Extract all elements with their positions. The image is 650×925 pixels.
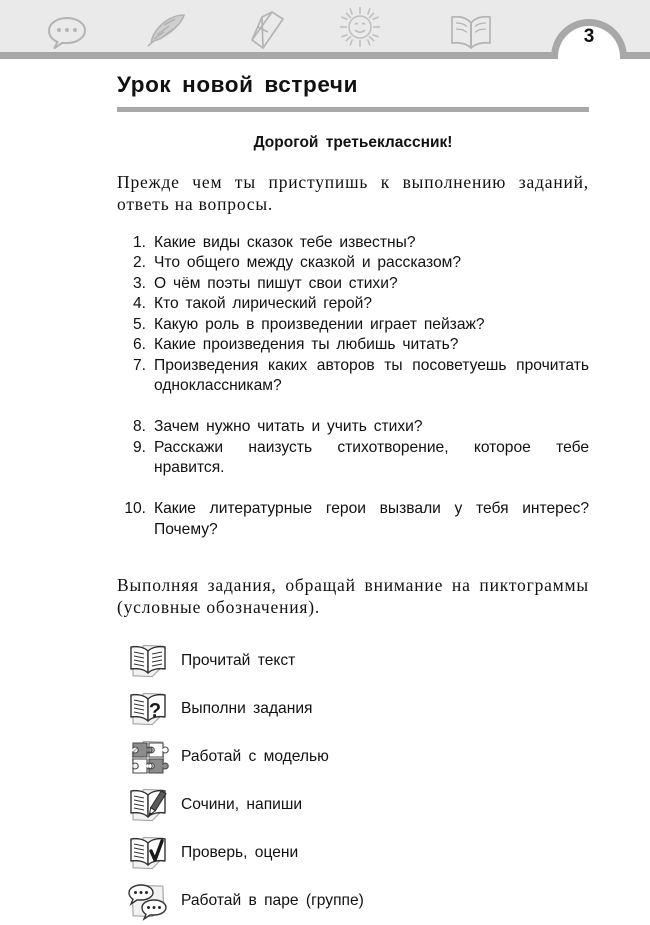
pictogram-note: Выполняя задания, обращай внимание на пиктограммы (условные обозначения). <box>117 574 589 617</box>
open-book-pictogram-icon <box>122 638 174 684</box>
question-item <box>117 315 589 336</box>
question-number: 4. <box>132 295 146 312</box>
eraser-icon <box>248 8 288 52</box>
speech-bubble-icon <box>46 15 88 49</box>
question-text: Какую роль в произведении играет пейзаж? <box>154 315 485 333</box>
page-number: 3 <box>583 26 595 47</box>
pictogram-label: Работай с моделью <box>181 747 329 765</box>
question-text: Какие произведения ты любишь читать? <box>154 336 459 353</box>
question-number: 10. <box>124 500 146 517</box>
pictogram-row <box>117 638 589 684</box>
question-number: 3. <box>132 274 146 292</box>
two-speech-bubbles-pictogram-icon <box>122 878 174 924</box>
question-text: Зачем нужно читать и учить стихи? <box>154 418 423 435</box>
pictogram-label: Сочини, напиши <box>181 795 303 813</box>
pictogram-label: Проверь, оцени <box>181 843 299 861</box>
question-item <box>117 417 589 438</box>
page-title: Урок новой встречи <box>117 72 359 97</box>
open-book-icon <box>448 13 494 51</box>
question-number: 2. <box>132 254 146 271</box>
feather-quill-icon <box>144 11 190 49</box>
question-item <box>117 274 589 295</box>
question-number: 8. <box>132 418 146 435</box>
question-number: 6. <box>132 336 146 353</box>
question-item <box>117 335 589 356</box>
question-item <box>117 499 589 561</box>
question-text: Какие виды сказок тебе известны? <box>154 233 416 251</box>
intro-paragraph: Прежде чем ты приступишь к выполнению заданий, ответь на вопросы. <box>117 172 589 214</box>
question-number: 9. <box>132 438 146 456</box>
question-item <box>117 356 589 418</box>
question-text: Какие литературные герои вызвали у тебя интерес? Почему? <box>154 500 589 538</box>
question-number: 7. <box>132 356 146 374</box>
question-item <box>117 253 589 274</box>
pictogram-row <box>117 830 589 876</box>
book-question-pictogram-icon <box>122 686 174 732</box>
pictogram-label: Выполни задания <box>181 699 313 717</box>
question-list <box>117 233 589 561</box>
book-checkmark-pictogram-icon <box>122 830 174 876</box>
smiling-sun-icon <box>338 5 382 49</box>
question-text: Что общего между сказкой и рассказом? <box>154 254 462 271</box>
question-number: 5. <box>132 315 146 333</box>
book-pencil-pictogram-icon <box>122 782 174 828</box>
pictogram-row <box>117 782 589 828</box>
title-divider <box>117 107 589 112</box>
question-item <box>117 438 589 500</box>
pictogram-legend <box>117 638 589 924</box>
pictogram-row <box>117 878 589 924</box>
greeting-heading: Дорогой третьеклассник! <box>253 134 453 151</box>
pictogram-row <box>117 734 589 780</box>
question-text: Кто такой лирический герой? <box>154 295 373 312</box>
pictogram-row <box>117 686 589 732</box>
puzzle-pieces-pictogram-icon <box>122 734 174 780</box>
question-text: Расскажи наизусть стихотворение, которое тебе нравится. <box>154 438 589 476</box>
svg-text:?: ? <box>148 699 162 722</box>
question-item <box>117 294 589 315</box>
question-item <box>117 233 589 254</box>
question-text: О чём поэты пишут свои стихи? <box>154 274 398 292</box>
page-content <box>117 70 589 925</box>
pictogram-label: Прочитай текст <box>181 651 296 669</box>
question-text: Произведения каких авторов ты посоветуешь прочитать одноклассникам? <box>154 356 589 394</box>
question-number: 1. <box>132 233 146 251</box>
pictogram-label: Работай в паре (группе) <box>181 891 364 909</box>
